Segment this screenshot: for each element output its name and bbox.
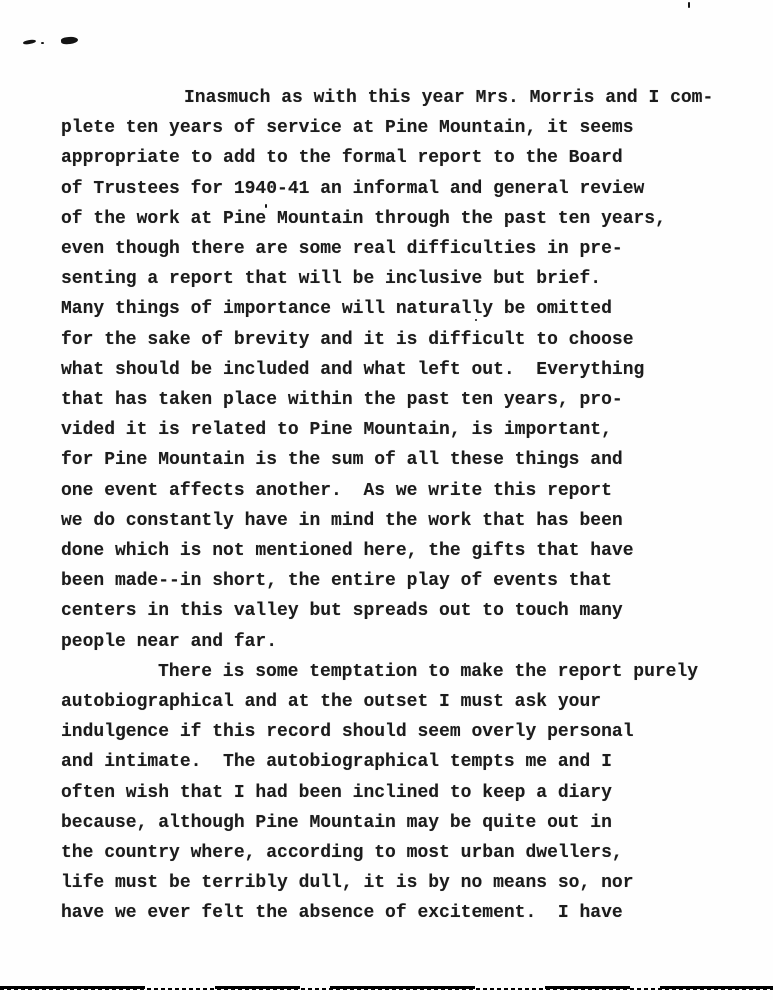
scan-tick-mark <box>688 2 690 8</box>
text-line: often wish that I had been inclined to keep a diary <box>61 782 612 803</box>
ink-smudge-mark <box>23 39 36 45</box>
text-line: of the work at Pine Mountain through the past ten years, <box>61 208 666 229</box>
ink-dot-mark <box>41 42 44 44</box>
text-line: senting a report that will be inclusive but brief. <box>61 269 602 290</box>
paragraph <box>61 657 741 929</box>
text-line: the country where, according to most urban dwellers, <box>61 843 623 864</box>
text-line: done which is not mentioned here, the gifts that have <box>61 541 634 562</box>
text-line: what should be included and what left out. Everything <box>61 359 645 380</box>
text-line: appropriate to add to the formal report to the Board <box>61 148 623 169</box>
text-line: for the sake of brevity and it is difficult to choose <box>61 329 634 350</box>
text-line: people near and far. <box>61 631 278 652</box>
text-line: and intimate. The autobiographical tempts me and I <box>61 752 612 773</box>
text-line: autobiographical and at the outset I must ask your <box>61 692 602 713</box>
scan-edge-line <box>0 985 773 991</box>
text-line: indulgence if this record should seem overly personal <box>61 722 634 743</box>
paragraph <box>61 83 741 657</box>
text-line: There is some temptation to make the report purely <box>158 661 699 682</box>
text-line: plete ten years of service at Pine Mountain, it seems <box>61 118 634 139</box>
text-line: Inasmuch as with this year Mrs. Morris and I com- <box>184 88 714 108</box>
text-line: even though there are some real difficulties in pre- <box>61 239 623 260</box>
ink-smudge-mark <box>61 36 79 45</box>
typewritten-text <box>61 83 741 929</box>
text-line: have we ever felt the absence of excitement. I have <box>61 903 623 924</box>
text-line: Many things of importance will naturally be omitted <box>61 299 612 320</box>
text-line: life must be terribly dull, it is by no means so, nor <box>61 873 634 894</box>
text-line: that has taken place within the past ten years, pro- <box>61 390 623 411</box>
text-line: for Pine Mountain is the sum of all these things and <box>61 450 623 471</box>
text-line: we do constantly have in mind the work that has been <box>61 510 623 531</box>
text-line: one event affects another. As we write this report <box>61 480 612 501</box>
text-line: because, although Pine Mountain may be quite out in <box>61 812 612 833</box>
text-line: of Trustees for 1940-41 an informal and general review <box>61 178 645 199</box>
text-line: been made--in short, the entire play of events that <box>61 571 612 592</box>
text-line: centers in this valley but spreads out to touch many <box>61 601 623 622</box>
text-line: vided it is related to Pine Mountain, is important, <box>61 420 612 441</box>
